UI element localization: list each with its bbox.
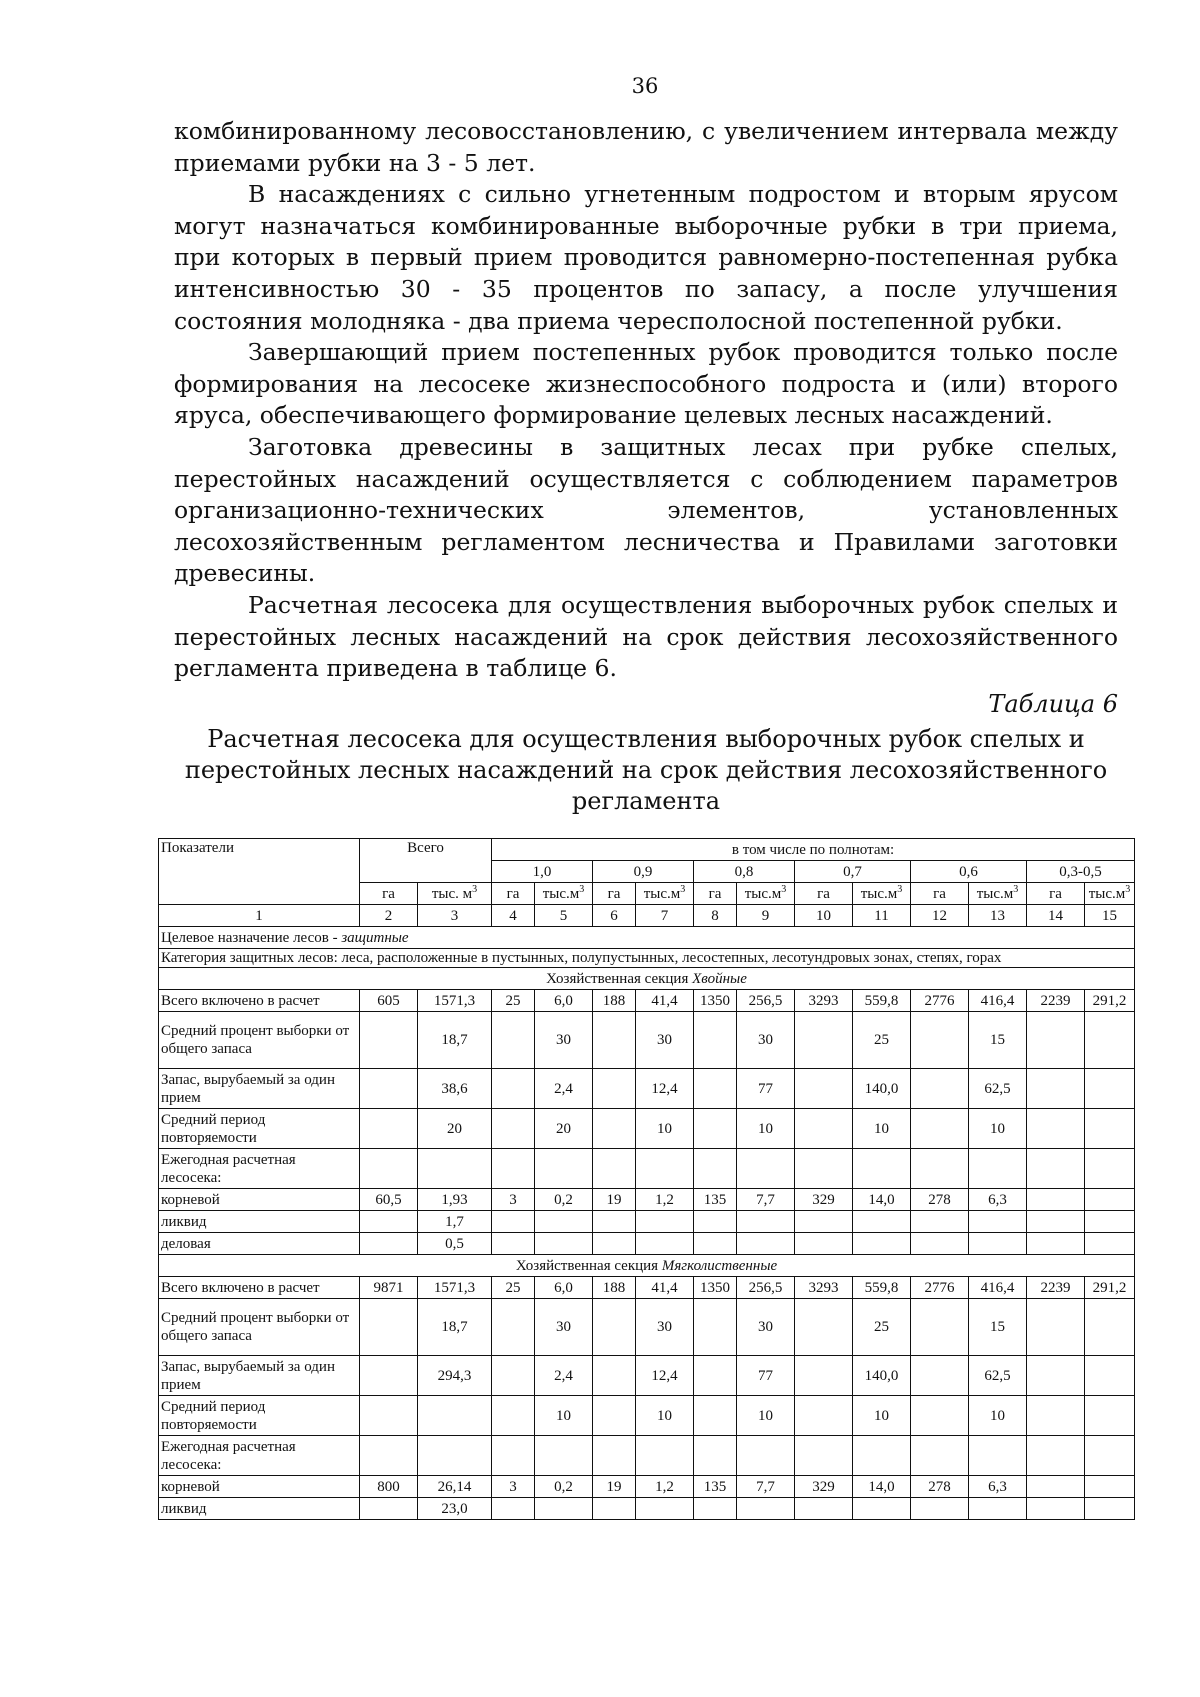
table-cell: 25 xyxy=(853,1299,911,1356)
table-cell xyxy=(694,1069,737,1109)
table-cell xyxy=(360,1149,418,1189)
column-number: 2 xyxy=(360,905,418,927)
table-cell xyxy=(694,1149,737,1189)
table-cell: 2,4 xyxy=(535,1069,593,1109)
table-row xyxy=(159,1498,1135,1520)
table-cell: 416,4 xyxy=(969,1277,1027,1299)
table-cell: 10 xyxy=(737,1396,795,1436)
table-row xyxy=(159,1476,1135,1498)
table-cell xyxy=(492,1012,535,1069)
table-cell: 30 xyxy=(535,1299,593,1356)
table-cell: 15 xyxy=(969,1012,1027,1069)
table-cell xyxy=(911,1149,969,1189)
table-cell xyxy=(1085,1012,1135,1069)
row-label: Ежегодная расчетная лесосека: xyxy=(159,1436,360,1476)
table-cell: 30 xyxy=(737,1012,795,1069)
table-cell: 0,5 xyxy=(418,1233,492,1255)
table-cell xyxy=(795,1356,853,1396)
table-cell: 416,4 xyxy=(969,990,1027,1012)
table-cell xyxy=(853,1233,911,1255)
table-cell xyxy=(593,1233,636,1255)
table-row xyxy=(159,1069,1135,1109)
table-cell xyxy=(795,1211,853,1233)
table-row xyxy=(159,1012,1135,1069)
table-cell xyxy=(1027,1436,1085,1476)
table-cell: 12,4 xyxy=(636,1069,694,1109)
table-cell xyxy=(360,1012,418,1069)
table-cell xyxy=(795,1498,853,1520)
table-cell xyxy=(911,1436,969,1476)
table-cell xyxy=(694,1012,737,1069)
unit-header: га xyxy=(795,883,853,905)
row-label: деловая xyxy=(159,1233,360,1255)
table-cell: 15 xyxy=(969,1299,1027,1356)
table-cell xyxy=(492,1436,535,1476)
table-cell xyxy=(795,1299,853,1356)
table-cell xyxy=(911,1396,969,1436)
row-label: ликвид xyxy=(159,1498,360,1520)
table-row xyxy=(159,990,1135,1012)
table-cell xyxy=(1027,1356,1085,1396)
table-cell: 140,0 xyxy=(853,1069,911,1109)
table-cell: 291,2 xyxy=(1085,990,1135,1012)
table-cell xyxy=(737,1436,795,1476)
column-number: 9 xyxy=(737,905,795,927)
table-cell xyxy=(1027,1498,1085,1520)
table-cell xyxy=(795,1012,853,1069)
table-cell xyxy=(795,1233,853,1255)
paragraph: Завершающий прием постепенных рубок проводится только после формирования на лесосеке жизнеспособного подроста и (или) второго яруса, обеспечивающего формирование целевых лесных насаждений. xyxy=(174,338,1118,430)
row-label: Всего включено в расчет xyxy=(159,1277,360,1299)
row-label: Запас, вырубаемый за один прием xyxy=(159,1069,360,1109)
table-cell: 2776 xyxy=(911,990,969,1012)
table-cell xyxy=(1027,1069,1085,1109)
row-label: Средний период повторяемости xyxy=(159,1109,360,1149)
table-cell: 278 xyxy=(911,1476,969,1498)
table-cell: 3 xyxy=(492,1476,535,1498)
table-cell xyxy=(969,1149,1027,1189)
table-cell: 135 xyxy=(694,1189,737,1211)
table-cell xyxy=(969,1211,1027,1233)
table-cell xyxy=(853,1436,911,1476)
table-cell xyxy=(1085,1498,1135,1520)
table-cell xyxy=(911,1233,969,1255)
table-cell xyxy=(694,1498,737,1520)
table-cell: 7,7 xyxy=(737,1476,795,1498)
table-cell: 19 xyxy=(593,1476,636,1498)
table-cell: 1,2 xyxy=(636,1189,694,1211)
table-cell: 256,5 xyxy=(737,1277,795,1299)
row-label: Средний процент выборки от общего запаса xyxy=(159,1012,360,1069)
table-cell: 10 xyxy=(853,1109,911,1149)
table-cell: 10 xyxy=(636,1109,694,1149)
table-row xyxy=(159,1189,1135,1211)
table-cell xyxy=(694,1109,737,1149)
density-header: 0,8 xyxy=(694,861,795,883)
table-cell xyxy=(492,1396,535,1436)
table-cell xyxy=(593,1109,636,1149)
table-cell: 1,7 xyxy=(418,1211,492,1233)
table-cell xyxy=(737,1498,795,1520)
cutting-area-table xyxy=(158,838,1135,1520)
table-cell xyxy=(694,1211,737,1233)
table-cell: 7,7 xyxy=(737,1189,795,1211)
table-cell xyxy=(535,1149,593,1189)
table-cell xyxy=(737,1233,795,1255)
table-cell: 2776 xyxy=(911,1277,969,1299)
density-header: 0,7 xyxy=(795,861,911,883)
table-cell xyxy=(1085,1069,1135,1109)
table-cell: 12,4 xyxy=(636,1356,694,1396)
table-title: Расчетная лесосека для осуществления выборочных рубок спелых и перестойных лесных насаждений на срок действия лесохозяйственного регламента xyxy=(184,725,1108,815)
table-cell xyxy=(360,1436,418,1476)
table-cell xyxy=(853,1211,911,1233)
table-cell xyxy=(694,1299,737,1356)
table-cell: 0,2 xyxy=(535,1476,593,1498)
table-cell: 62,5 xyxy=(969,1356,1027,1396)
table-cell: 135 xyxy=(694,1476,737,1498)
table-row xyxy=(159,1149,1135,1189)
row-label: Средний процент выборки от общего запаса xyxy=(159,1299,360,1356)
table-cell: 605 xyxy=(360,990,418,1012)
table-cell xyxy=(593,1356,636,1396)
table-cell: 30 xyxy=(535,1012,593,1069)
unit-header: тыс. $м^3$ xyxy=(418,883,492,905)
table-cell: 77 xyxy=(737,1069,795,1109)
table-cell xyxy=(593,1436,636,1476)
table-cell: 77 xyxy=(737,1356,795,1396)
purpose-value: защитные xyxy=(341,929,409,946)
column-number: 1 xyxy=(159,905,360,927)
body-text xyxy=(174,116,1118,685)
column-number: 14 xyxy=(1027,905,1085,927)
table-cell xyxy=(593,1211,636,1233)
table-cell: 23,0 xyxy=(418,1498,492,1520)
table-cell: 30 xyxy=(636,1012,694,1069)
table-cell xyxy=(1085,1299,1135,1356)
unit-header: га xyxy=(492,883,535,905)
column-number: 6 xyxy=(593,905,636,927)
section-header: Хозяйственная секция Мягколиственные xyxy=(159,1255,1135,1277)
table-cell xyxy=(737,1211,795,1233)
paragraph: комбинированному лесовосстановлению, с увеличением интервала между приемами рубки на 3 - 5 лет. xyxy=(174,117,1118,177)
table-cell xyxy=(636,1498,694,1520)
table-cell xyxy=(1085,1109,1135,1149)
table-label: Таблица 6 xyxy=(988,690,1118,718)
table-cell xyxy=(360,1233,418,1255)
table-cell xyxy=(1085,1211,1135,1233)
column-number: 3 xyxy=(418,905,492,927)
table-cell: 3293 xyxy=(795,1277,853,1299)
table-cell: 329 xyxy=(795,1189,853,1211)
table-cell: 62,5 xyxy=(969,1069,1027,1109)
density-header: 1,0 xyxy=(492,861,593,883)
table-cell xyxy=(360,1211,418,1233)
table-cell xyxy=(1027,1299,1085,1356)
unit-header: $тыс.м^3$ xyxy=(737,883,795,905)
row-label: корневой xyxy=(159,1189,360,1211)
unit-header: $тыс.м^3$ xyxy=(969,883,1027,905)
unit-header: $тыс.м^3$ xyxy=(1085,883,1135,905)
table-cell xyxy=(795,1396,853,1436)
table-cell xyxy=(1027,1012,1085,1069)
table-cell xyxy=(853,1498,911,1520)
table-cell: 140,0 xyxy=(853,1356,911,1396)
table-cell xyxy=(1027,1211,1085,1233)
table-cell: 20 xyxy=(418,1109,492,1149)
table-cell xyxy=(418,1149,492,1189)
row-label: Всего включено в расчет xyxy=(159,990,360,1012)
paragraph: Расчетная лесосека для осуществления выборочных рубок спелых и перестойных лесных насаждений на срок действия лесохозяйственного регламента приведена в таблице 6. xyxy=(174,590,1118,683)
column-number: 11 xyxy=(853,905,911,927)
table-cell xyxy=(911,1012,969,1069)
table-cell: 291,2 xyxy=(1085,1277,1135,1299)
table-cell xyxy=(911,1299,969,1356)
table-cell: 60,5 xyxy=(360,1189,418,1211)
table-cell: 278 xyxy=(911,1189,969,1211)
table-cell xyxy=(636,1149,694,1189)
table-cell xyxy=(492,1211,535,1233)
table-cell xyxy=(360,1498,418,1520)
table-row xyxy=(159,1436,1135,1476)
table-cell: 14,0 xyxy=(853,1189,911,1211)
table-cell xyxy=(1027,1476,1085,1498)
table-cell: 9871 xyxy=(360,1277,418,1299)
table-row xyxy=(159,1299,1135,1356)
table-cell xyxy=(360,1109,418,1149)
table-cell xyxy=(593,1299,636,1356)
header-indicators: Показатели xyxy=(159,839,360,905)
table-cell: 14,0 xyxy=(853,1476,911,1498)
table-cell xyxy=(737,1149,795,1189)
table-cell: 294,3 xyxy=(418,1356,492,1396)
row-label: Ежегодная расчетная лесосека: xyxy=(159,1149,360,1189)
column-number: 12 xyxy=(911,905,969,927)
table-cell xyxy=(1085,1476,1135,1498)
table-cell xyxy=(593,1396,636,1436)
table-cell xyxy=(360,1069,418,1109)
section-name: Хвойные xyxy=(692,970,747,987)
density-header: 0,3-0,5 xyxy=(1027,861,1135,883)
table-cell: 10 xyxy=(853,1396,911,1436)
table-cell: 6,3 xyxy=(969,1476,1027,1498)
unit-header: га xyxy=(1027,883,1085,905)
table-cell xyxy=(694,1233,737,1255)
table-cell xyxy=(1085,1396,1135,1436)
table-cell: 2239 xyxy=(1027,1277,1085,1299)
table-cell xyxy=(535,1233,593,1255)
table-cell xyxy=(636,1211,694,1233)
table-cell xyxy=(1085,1233,1135,1255)
unit-header: $тыс.м^3$ xyxy=(636,883,694,905)
table-cell xyxy=(795,1436,853,1476)
unit-header: га xyxy=(593,883,636,905)
table-cell: 26,14 xyxy=(418,1476,492,1498)
column-number: 15 xyxy=(1085,905,1135,927)
column-number: 13 xyxy=(969,905,1027,927)
table-cell xyxy=(492,1233,535,1255)
table-cell: 25 xyxy=(492,990,535,1012)
table-cell xyxy=(593,1012,636,1069)
table-cell xyxy=(969,1233,1027,1255)
table-cell: 2239 xyxy=(1027,990,1085,1012)
column-number: 8 xyxy=(694,905,737,927)
column-number: 5 xyxy=(535,905,593,927)
table-cell xyxy=(1027,1149,1085,1189)
table-cell xyxy=(911,1109,969,1149)
column-number: 7 xyxy=(636,905,694,927)
header-total: Всего xyxy=(360,839,492,883)
table-cell: 19 xyxy=(593,1189,636,1211)
table-cell: 559,8 xyxy=(853,1277,911,1299)
column-number: 4 xyxy=(492,905,535,927)
table-row xyxy=(159,1396,1135,1436)
table-cell xyxy=(418,1436,492,1476)
table-cell: 1571,3 xyxy=(418,990,492,1012)
table-cell xyxy=(418,1396,492,1436)
table-cell: 25 xyxy=(853,1012,911,1069)
table-cell xyxy=(535,1211,593,1233)
table-cell xyxy=(360,1356,418,1396)
density-header: 0,9 xyxy=(593,861,694,883)
table-cell: 1,93 xyxy=(418,1189,492,1211)
table-cell: 10 xyxy=(636,1396,694,1436)
table-cell xyxy=(636,1233,694,1255)
unit-header: га xyxy=(360,883,418,905)
table-cell xyxy=(1027,1233,1085,1255)
table-cell: 10 xyxy=(969,1396,1027,1436)
table-cell xyxy=(795,1149,853,1189)
table-cell xyxy=(969,1498,1027,1520)
row-label: ликвид xyxy=(159,1211,360,1233)
table-cell: 10 xyxy=(535,1396,593,1436)
table-row xyxy=(159,1233,1135,1255)
row-label: корневой xyxy=(159,1476,360,1498)
table-row xyxy=(159,1109,1135,1149)
category-row: Категория защитных лесов: леса, расположенные в пустынных, полупустынных, лесостепных, лесотундровых зонах, степях, горах xyxy=(159,949,1135,968)
table-cell: 1350 xyxy=(694,1277,737,1299)
table-cell xyxy=(911,1069,969,1109)
table-cell xyxy=(911,1498,969,1520)
table-cell: 1350 xyxy=(694,990,737,1012)
table-cell xyxy=(360,1299,418,1356)
unit-header: $тыс.м^3$ xyxy=(853,883,911,905)
table-cell: 559,8 xyxy=(853,990,911,1012)
table-cell xyxy=(853,1149,911,1189)
table-cell: 18,7 xyxy=(418,1299,492,1356)
table-cell xyxy=(360,1396,418,1436)
table-cell: 800 xyxy=(360,1476,418,1498)
section-name: Мягколиственные xyxy=(661,1257,778,1274)
table-cell xyxy=(694,1356,737,1396)
table-cell xyxy=(492,1149,535,1189)
paragraph: В насаждениях с сильно угнетенным подростом и вторым ярусом могут назначаться комбинированные выборочные рубки в три приема, при которых в первый прием проводится равномерно-постепенная рубка интенсивностью 30 - 35 процентов по запасу, а после улучшения состояния молодняка - два приема чересполосной постепенной рубки. xyxy=(174,180,1118,335)
table-cell: 30 xyxy=(737,1299,795,1356)
table-cell xyxy=(636,1436,694,1476)
table-cell xyxy=(535,1436,593,1476)
table-cell xyxy=(593,1498,636,1520)
unit-header: га xyxy=(911,883,969,905)
table-cell xyxy=(969,1436,1027,1476)
table-cell xyxy=(1085,1436,1135,1476)
purpose-row: Целевое назначение лесов - защитные xyxy=(159,927,1135,949)
unit-header: га xyxy=(694,883,737,905)
table-cell xyxy=(1027,1109,1085,1149)
table-cell: 18,7 xyxy=(418,1012,492,1069)
table-cell xyxy=(911,1356,969,1396)
table-cell xyxy=(911,1211,969,1233)
table-cell: 329 xyxy=(795,1476,853,1498)
table-row xyxy=(159,1277,1135,1299)
table-cell: 41,4 xyxy=(636,990,694,1012)
header-by-density: в том числе по полнотам: xyxy=(492,839,1135,861)
table-cell: 2,4 xyxy=(535,1356,593,1396)
unit-header: $тыс.м^3$ xyxy=(535,883,593,905)
table-cell: 30 xyxy=(636,1299,694,1356)
table-cell xyxy=(1085,1149,1135,1189)
table-cell xyxy=(1085,1189,1135,1211)
table-cell xyxy=(535,1498,593,1520)
density-header: 0,6 xyxy=(911,861,1027,883)
table-cell: 1,2 xyxy=(636,1476,694,1498)
paragraph: Заготовка древесины в защитных лесах при рубке спелых, перестойных насаждений осуществляется с соблюдением параметров организационно-технических элементов, установленных лесохозяйственным регламентом лесничества и Правилами заготовки древесины. xyxy=(174,432,1118,588)
table-cell: 188 xyxy=(593,990,636,1012)
table-cell: 6,3 xyxy=(969,1189,1027,1211)
table-cell: 3 xyxy=(492,1189,535,1211)
table-cell: 41,4 xyxy=(636,1277,694,1299)
table-row xyxy=(159,1356,1135,1396)
table-cell xyxy=(795,1109,853,1149)
table-cell xyxy=(694,1396,737,1436)
table-cell: 3293 xyxy=(795,990,853,1012)
table-cell: 1571,3 xyxy=(418,1277,492,1299)
table-cell: 25 xyxy=(492,1277,535,1299)
table-cell xyxy=(492,1498,535,1520)
table-cell xyxy=(593,1069,636,1109)
table-cell xyxy=(593,1149,636,1189)
table-cell: 0,2 xyxy=(535,1189,593,1211)
table-cell: 6,0 xyxy=(535,1277,593,1299)
table-cell xyxy=(492,1069,535,1109)
page-number: 36 xyxy=(631,74,659,98)
table-cell: 6,0 xyxy=(535,990,593,1012)
row-label: Средний период повторяемости xyxy=(159,1396,360,1436)
table-cell xyxy=(492,1356,535,1396)
column-number: 10 xyxy=(795,905,853,927)
table-row xyxy=(159,1211,1135,1233)
table-cell: 256,5 xyxy=(737,990,795,1012)
table-cell xyxy=(1027,1396,1085,1436)
table-cell xyxy=(795,1069,853,1109)
section-header: Хозяйственная секция Хвойные xyxy=(159,968,1135,990)
row-label: Запас, вырубаемый за один прием xyxy=(159,1356,360,1396)
table-cell: 38,6 xyxy=(418,1069,492,1109)
table-cell xyxy=(492,1109,535,1149)
table-cell xyxy=(1027,1189,1085,1211)
table-cell xyxy=(492,1299,535,1356)
table-cell xyxy=(694,1436,737,1476)
table-cell: 20 xyxy=(535,1109,593,1149)
table-cell: 10 xyxy=(969,1109,1027,1149)
table-cell: 188 xyxy=(593,1277,636,1299)
table-cell xyxy=(1085,1356,1135,1396)
table-cell: 10 xyxy=(737,1109,795,1149)
